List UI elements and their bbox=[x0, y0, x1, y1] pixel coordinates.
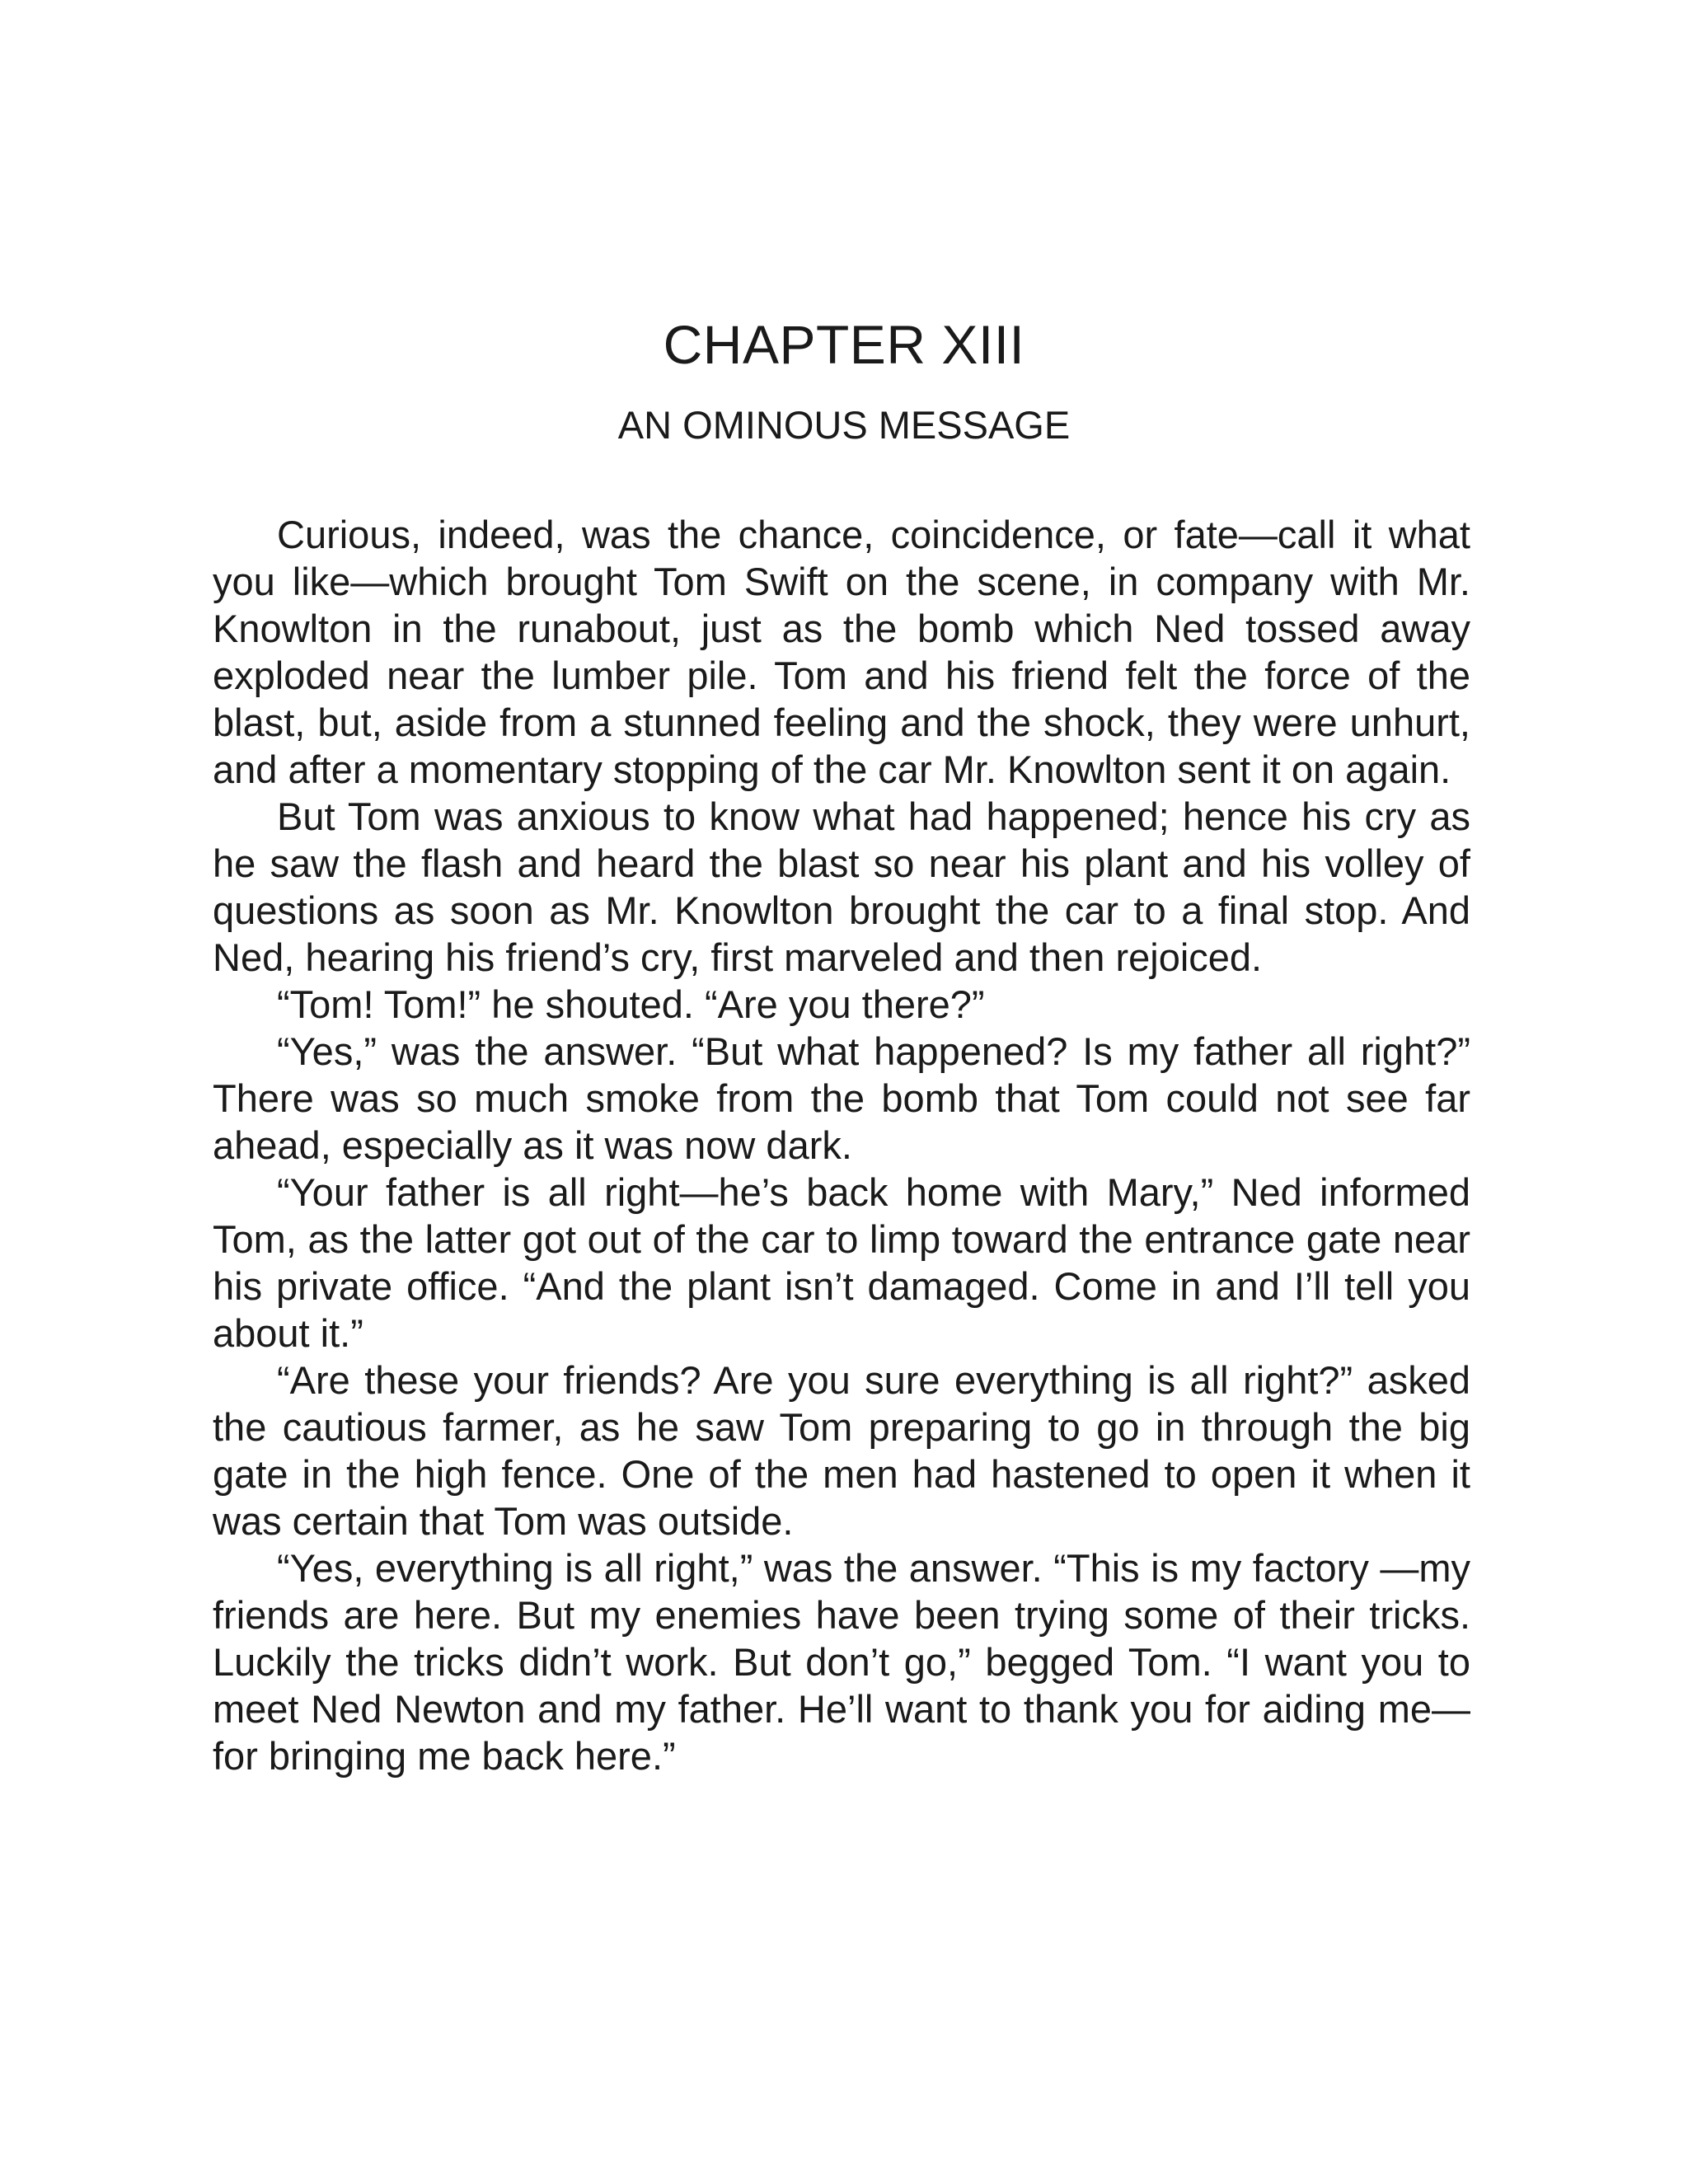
chapter-body bbox=[213, 511, 1470, 1779]
paragraph: But Tom was anxious to know what had happened; hence his cry as he saw the flash and heard the blast so near his plant and his volley of questions as soon as Mr. Knowlton brought the car to a final stop. And Ned, hearing his friend’s cry, first marveled and then rejoiced. bbox=[213, 794, 1470, 979]
paragraph: “Yes,” was the answer. “But what happened? Is my father all right?” There was so much smoke from the bomb that Tom could not see far ahead, especially as it was now dark. bbox=[213, 1029, 1470, 1167]
paragraph: Curious, indeed, was the chance, coincidence, or fate—call it what you like—which brought Tom Swift on the scene, in company with Mr. Knowlton in the runabout, just as the bomb which Ned tossed away exploded near the lumber pile. Tom and his friend felt the force of the blast, but, aside from a stunned feeling and the shock, they were unhurt, and after a momentary stopping of the car Mr. Knowlton sent it on again. bbox=[213, 513, 1470, 791]
paragraph: “Your father is all right—he’s back home with Mary,” Ned informed Tom, as the latter got out of the car to limp toward the entrance gate near his private office. “And the plant isn’t damaged. Come in and I’ll tell you about it.” bbox=[213, 1170, 1470, 1355]
paragraph: “Yes, everything is all right,” was the answer. “This is my factory —my friends are here. But my enemies have been trying some of their tricks. Luckily the tricks didn’t work. But don’t go,” begged Tom. “I want you to meet Ned Newton and my father. He’ll want to thank you for aiding me—for bringing me back here.” bbox=[213, 1546, 1470, 1778]
chapter-title: AN OMINOUS MESSAGE bbox=[617, 403, 1071, 447]
paragraph: “Are these your friends? Are you sure everything is all right?” asked the cautious farmer, as he saw Tom preparing to go in through the big gate in the high fence. One of the men had hastened to open it when it was certain that Tom was outside. bbox=[213, 1358, 1470, 1543]
chapter-number: CHAPTER XIII bbox=[663, 314, 1025, 375]
paragraph: “Tom! Tom!” he shouted. “Are you there?” bbox=[277, 982, 985, 1026]
